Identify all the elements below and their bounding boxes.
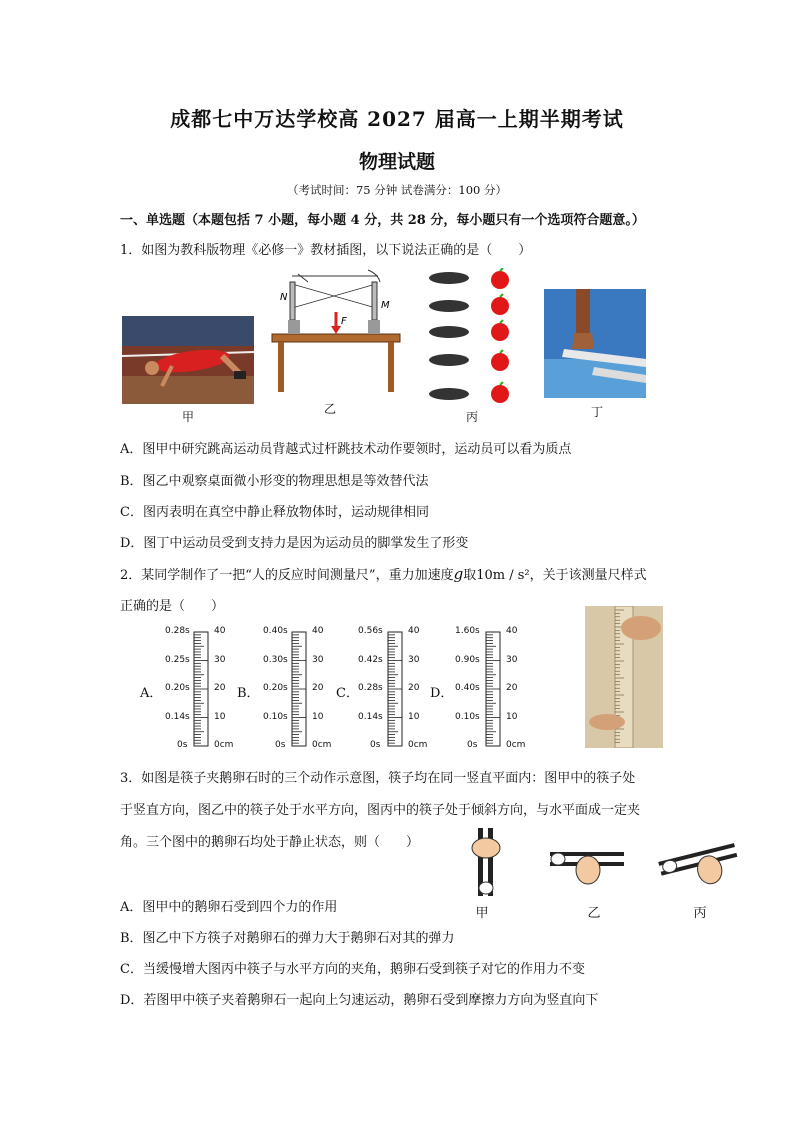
ruler-time-label: 0.28s bbox=[358, 683, 383, 693]
ruler-time-label: 1.60s bbox=[455, 626, 480, 636]
label-n: N bbox=[280, 292, 288, 303]
ruler-cm-label: 0cm bbox=[312, 740, 332, 750]
ruler-cm-label: 20 bbox=[214, 683, 226, 693]
ruler-time-label: 0.40s bbox=[263, 626, 288, 636]
q3-figure-label-c: 丙 bbox=[693, 906, 707, 921]
q1-option-c[interactable]: C．图丙表明在真空中静止释放物体时，运动规律相同 bbox=[120, 505, 429, 520]
ruler-scale bbox=[484, 630, 504, 750]
g-symbol: g bbox=[453, 565, 464, 583]
q3-option-d[interactable]: D．若图甲中筷子夹着鹅卵石一起向上匀速运动，鹅卵石受到摩擦力方向为竖直向下 bbox=[120, 993, 599, 1008]
ruler-time-label: 0.25s bbox=[165, 654, 190, 665]
q2-stem-line2: 正确的是（ ） bbox=[120, 599, 225, 614]
q2-stem bbox=[120, 564, 647, 583]
ruler-cm-label: 0cm bbox=[408, 740, 428, 750]
figure-diver bbox=[544, 289, 646, 398]
ruler-time-label: 0.90s bbox=[455, 654, 480, 665]
ruler-time-label: 0.56s bbox=[358, 626, 383, 636]
figure-high-jumper bbox=[122, 316, 254, 404]
ruler-time-label: 0s bbox=[275, 740, 286, 750]
ruler-time-label: 0s bbox=[370, 740, 381, 750]
q1-figure-label-c: 丙 bbox=[465, 410, 478, 424]
ruler-scale bbox=[386, 630, 406, 750]
exam-info: （考试时间：75 分钟 试卷满分：100 分） bbox=[286, 183, 508, 197]
label-m: M bbox=[381, 300, 390, 311]
subject-title: 物理试题 bbox=[358, 151, 435, 173]
ruler-cm-label: 10 bbox=[408, 711, 420, 722]
ruler-cm-label: 40 bbox=[506, 626, 518, 636]
ruler-time-label: 0s bbox=[467, 740, 478, 750]
section-heading: 一、单选题（本题包括 7 小题，每小题 4 分，共 28 分，每小题只有一个选项符合题意。） bbox=[120, 213, 645, 228]
figure-table-mirrors bbox=[268, 268, 404, 396]
ruler-cm-label: 40 bbox=[214, 626, 226, 636]
q1-option-b[interactable]: B．图乙中观察桌面微小形变的物理思想是等效替代法 bbox=[120, 474, 429, 489]
exam-title: 成都七中万达学校高 2027 届高一上期半期考试 bbox=[170, 107, 624, 131]
ruler-time-label: 0.30s bbox=[263, 654, 288, 665]
label-f: F bbox=[341, 316, 347, 327]
ruler-time-label: 0.20s bbox=[263, 683, 288, 693]
ruler-scale bbox=[290, 630, 310, 750]
figure-ruler-photo bbox=[585, 606, 663, 748]
ruler-cm-label: 20 bbox=[312, 683, 324, 693]
ruler-cm-label: 30 bbox=[214, 654, 226, 665]
ruler-time-label: 0.28s bbox=[165, 626, 190, 636]
q2-option-letter[interactable]: B． bbox=[237, 686, 260, 701]
ruler-cm-label: 30 bbox=[506, 654, 518, 665]
ruler-time-label: 0.42s bbox=[358, 654, 383, 665]
ruler-time-label: 0.20s bbox=[165, 683, 190, 693]
ruler-time-label: 0.10s bbox=[263, 711, 288, 722]
q2-stem-part1: 2．某同学制作了一把“人的反应时间测量尺”，重力加速度 bbox=[120, 568, 454, 583]
q3-option-a[interactable]: A．图甲中的鹅卵石受到四个力的作用 bbox=[120, 900, 338, 915]
ruler-cm-label: 10 bbox=[214, 711, 226, 722]
q1-option-d[interactable]: D．图丁中运动员受到支持力是因为运动员的脚掌发生了形变 bbox=[120, 536, 469, 551]
q1-figure-label-b: 乙 bbox=[323, 402, 336, 416]
q2-option-letter[interactable]: C． bbox=[336, 686, 359, 701]
ruler-cm-label: 20 bbox=[506, 683, 518, 693]
q3-stem-line1: 3．如图是筷子夹鹅卵石时的三个动作示意图，筷子均在同一竖直平面内：图甲中的筷子处 bbox=[120, 771, 636, 786]
ruler-time-label: 0.40s bbox=[455, 683, 480, 693]
ruler-cm-label: 20 bbox=[408, 683, 420, 693]
q2-stem-part3: ，关于该测量尺样式 bbox=[529, 568, 647, 583]
ruler-scale bbox=[192, 630, 212, 750]
ruler-cm-label: 30 bbox=[312, 654, 324, 665]
q3-figure-label-b: 乙 bbox=[587, 906, 601, 921]
q1-stem: 1．如图为教科版物理《必修一》教材插图，以下说法正确的是（ ） bbox=[120, 243, 532, 258]
ruler-cm-label: 0cm bbox=[506, 740, 526, 750]
q3-option-c[interactable]: C．当缓慢增大图丙中筷子与水平方向的夹角，鹅卵石受到筷子对它的作用力不变 bbox=[120, 962, 585, 977]
q3-option-b[interactable]: B．图乙中下方筷子对鹅卵石的弹力大于鹅卵石对其的弹力 bbox=[120, 931, 455, 946]
ruler-cm-label: 10 bbox=[312, 711, 324, 722]
ruler-cm-label: 30 bbox=[408, 654, 420, 665]
q2-option-letter[interactable]: A． bbox=[140, 686, 163, 701]
ruler-time-label: 0.14s bbox=[165, 711, 190, 722]
ruler-cm-label: 0cm bbox=[214, 740, 234, 750]
ruler-cm-label: 40 bbox=[408, 626, 420, 636]
q1-option-a[interactable]: A．图甲中研究跳高运动员背越式过杆跳技术动作要领时，运动员可以看为质点 bbox=[120, 442, 572, 457]
q3-stem-line3: 角。三个图中的鹅卵石均处于静止状态，则（ ） bbox=[120, 835, 420, 850]
q2-option-letter[interactable]: D． bbox=[430, 686, 454, 701]
q1-figure-label-d: 丁 bbox=[590, 405, 603, 419]
ruler-time-label: 0s bbox=[177, 740, 188, 750]
figure-chopsticks bbox=[464, 824, 754, 898]
q3-figure-label-a: 甲 bbox=[475, 906, 489, 921]
q1-figure-label-a: 甲 bbox=[181, 410, 194, 424]
q2-stem-part2: 取 bbox=[463, 568, 477, 583]
figure-feather-apple bbox=[424, 268, 520, 408]
g-value: 10m / s² bbox=[476, 568, 530, 583]
q3-stem-line2: 于竖直方向，图乙中的筷子处于水平方向，图丙中的筷子处于倾斜方向，与水平面成一定夹 bbox=[120, 803, 641, 818]
ruler-cm-label: 10 bbox=[506, 711, 518, 722]
ruler-cm-label: 40 bbox=[312, 626, 324, 636]
ruler-time-label: 0.14s bbox=[358, 711, 383, 722]
ruler-time-label: 0.10s bbox=[455, 711, 480, 722]
